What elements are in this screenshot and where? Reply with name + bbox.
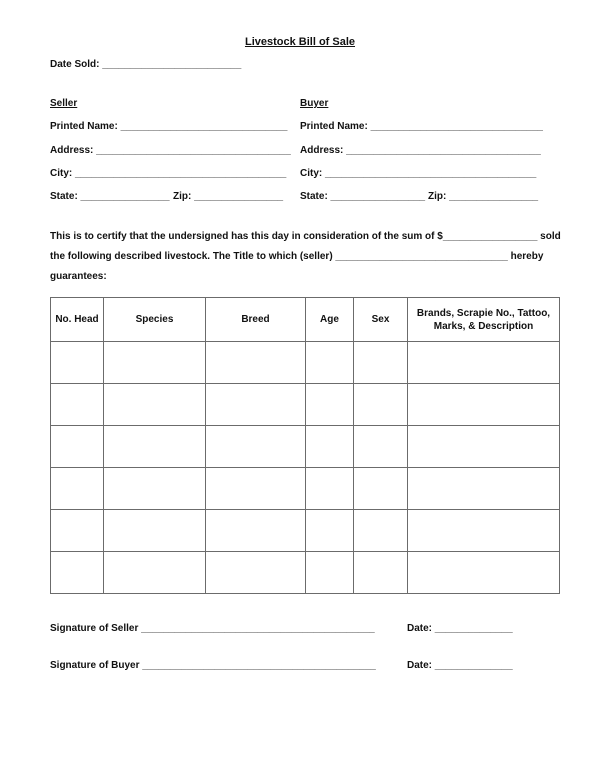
certify-line-1: This is to certify that the undersigned has this day in consideration of the sum of $_________________ sold <box>50 231 561 242</box>
cell-species[interactable] <box>104 552 206 594</box>
cell-sex[interactable] <box>354 468 408 510</box>
cell-species[interactable] <box>104 468 206 510</box>
col-header-description: Brands, Scrapie No., Tattoo, Marks, & Description <box>408 298 560 342</box>
cell-age[interactable] <box>306 426 354 468</box>
buyer-heading: Buyer <box>300 98 329 109</box>
cell-description[interactable] <box>408 552 560 594</box>
cell-no-head[interactable] <box>51 468 104 510</box>
buyer-zip-field[interactable]: Zip: ________________ <box>428 191 539 202</box>
cell-no-head[interactable] <box>51 510 104 552</box>
cell-sex[interactable] <box>354 384 408 426</box>
cell-breed[interactable] <box>206 510 306 552</box>
table-row <box>51 510 560 552</box>
cell-sex[interactable] <box>354 552 408 594</box>
col-header-no-head: No. Head <box>51 298 104 342</box>
livestock-table <box>50 297 560 594</box>
buyer-printed-name-field[interactable]: Printed Name: _______________________________ <box>300 121 543 132</box>
buyer-date-field[interactable]: Date: ______________ <box>407 660 513 671</box>
buyer-state-field[interactable]: State: _________________ <box>300 191 426 202</box>
cell-age[interactable] <box>306 342 354 384</box>
cell-description[interactable] <box>408 510 560 552</box>
buyer-city-field[interactable]: City: ______________________________________ <box>300 168 537 179</box>
seller-date-field[interactable]: Date: ______________ <box>407 623 513 634</box>
cell-breed[interactable] <box>206 552 306 594</box>
cell-no-head[interactable] <box>51 552 104 594</box>
seller-state-field[interactable]: State: ________________ <box>50 191 170 202</box>
cell-age[interactable] <box>306 510 354 552</box>
form-title: Livestock Bill of Sale <box>244 36 356 48</box>
table-row <box>51 426 560 468</box>
cell-breed[interactable] <box>206 384 306 426</box>
table-row <box>51 342 560 384</box>
cell-no-head[interactable] <box>51 342 104 384</box>
cell-breed[interactable] <box>206 426 306 468</box>
cell-sex[interactable] <box>354 342 408 384</box>
buyer-signature-field[interactable]: Signature of Buyer __________________________________________ <box>50 660 376 671</box>
seller-printed-name-field[interactable]: Printed Name: ______________________________ <box>50 121 288 132</box>
cell-species[interactable] <box>104 384 206 426</box>
cell-sex[interactable] <box>354 510 408 552</box>
table-row <box>51 384 560 426</box>
date-sold-field[interactable]: Date Sold: _________________________ <box>50 59 242 70</box>
cell-no-head[interactable] <box>51 384 104 426</box>
cell-no-head[interactable] <box>51 426 104 468</box>
col-header-species: Species <box>104 298 206 342</box>
cell-breed[interactable] <box>206 342 306 384</box>
cell-species[interactable] <box>104 342 206 384</box>
col-header-breed: Breed <box>206 298 306 342</box>
seller-zip-field[interactable]: Zip: ________________ <box>173 191 284 202</box>
cell-description[interactable] <box>408 426 560 468</box>
certify-line-3: guarantees: <box>50 271 107 282</box>
cell-age[interactable] <box>306 384 354 426</box>
table-header-row <box>51 298 560 342</box>
table-row <box>51 552 560 594</box>
cell-breed[interactable] <box>206 468 306 510</box>
cell-age[interactable] <box>306 552 354 594</box>
cell-description[interactable] <box>408 384 560 426</box>
seller-city-field[interactable]: City: ______________________________________ <box>50 168 287 179</box>
cell-species[interactable] <box>104 510 206 552</box>
certify-line-2: the following described livestock. The Title to which (seller) _______________________________ hereby <box>50 251 544 262</box>
cell-description[interactable] <box>408 468 560 510</box>
buyer-address-field[interactable]: Address: ___________________________________ <box>300 145 541 156</box>
cell-description[interactable] <box>408 342 560 384</box>
col-header-age: Age <box>306 298 354 342</box>
cell-age[interactable] <box>306 468 354 510</box>
cell-sex[interactable] <box>354 426 408 468</box>
cell-species[interactable] <box>104 426 206 468</box>
table-row <box>51 468 560 510</box>
seller-address-field[interactable]: Address: ___________________________________ <box>50 145 291 156</box>
seller-signature-field[interactable]: Signature of Seller __________________________________________ <box>50 623 375 634</box>
col-header-sex: Sex <box>354 298 408 342</box>
seller-heading: Seller <box>50 98 78 109</box>
